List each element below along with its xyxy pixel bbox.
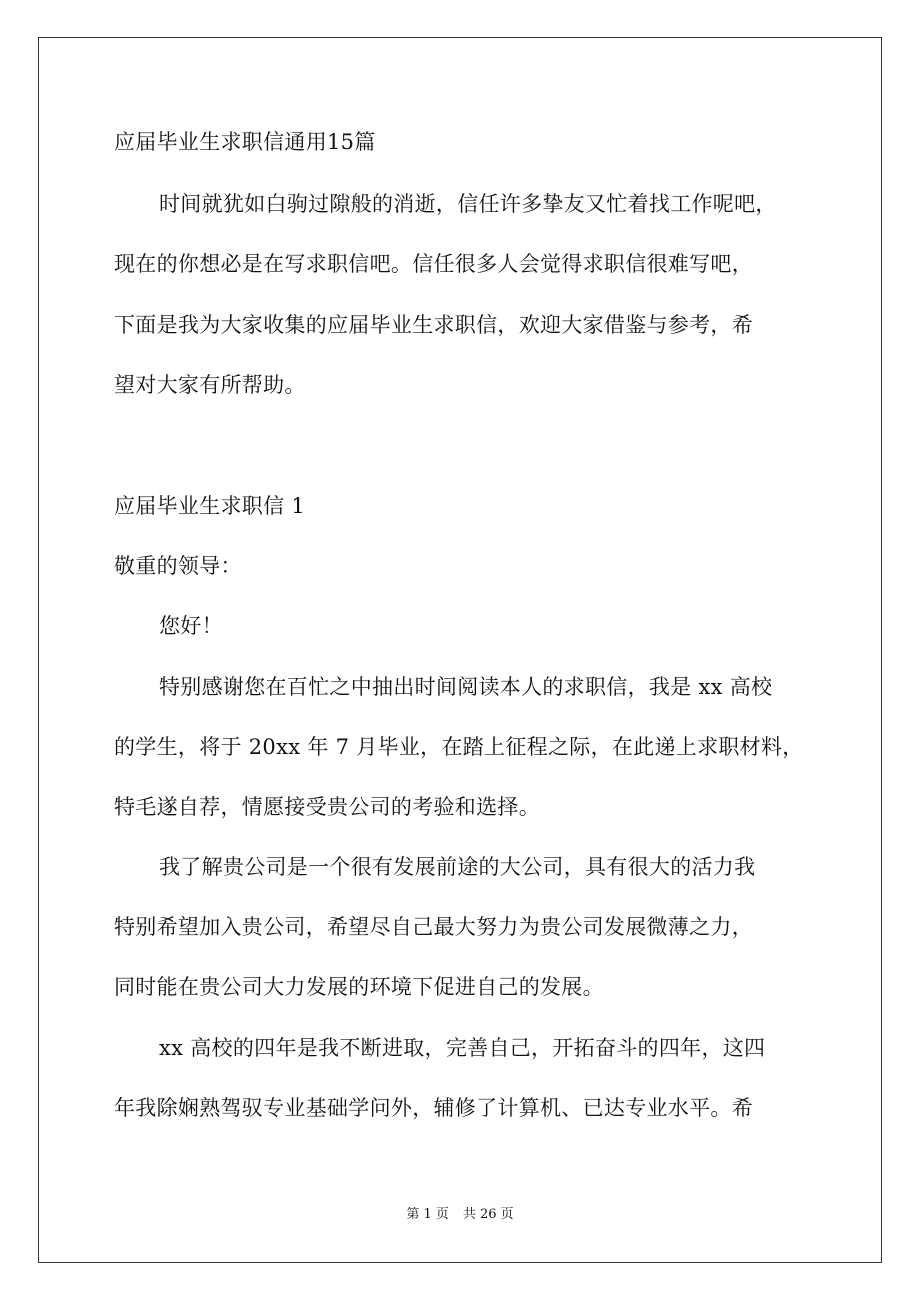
intro-line: 望对大家有所帮助。 xyxy=(114,373,306,397)
paragraph-line: 特别希望加入贵公司，希望尽自己最大努力为贵公司发展微薄之力， xyxy=(114,915,753,939)
intro-line: 时间就犹如白驹过隙般的消逝，信任许多挚友又忙着找工作呢吧， xyxy=(159,192,777,216)
intro-line: 下面是我为大家收集的应届毕业生求职信，欢迎大家借鉴与参考，希 xyxy=(114,313,753,337)
paragraph-line: 我了解贵公司是一个很有发展前途的大公司，具有很大的活力我 xyxy=(159,855,756,879)
section-heading: 应届毕业生求职信 1 xyxy=(114,494,306,518)
greeting: 您好！ xyxy=(159,614,223,638)
paragraph-line: xx 高校的四年是我不断进取，完善自己，开拓奋斗的四年，这四 xyxy=(159,1036,766,1060)
paragraph-line: 特毛遂自荐，情愿接受贵公司的考验和选择。 xyxy=(114,795,540,819)
page-number: 第 1 页 xyxy=(406,1207,449,1222)
page-border xyxy=(38,37,882,1263)
page-footer xyxy=(0,1206,920,1224)
paragraph-line: 年我除娴熟驾驭专业基础学问外，辅修了计算机、已达专业水平。希 xyxy=(114,1096,753,1120)
intro-line: 现在的你想必是在写求职信吧。信任很多人会觉得求职信很难写吧， xyxy=(114,252,753,276)
paragraph-line: 特别感谢您在百忙之中抽出时间阅读本人的求职信，我是 xx 高校 xyxy=(159,675,773,699)
salutation: 敬重的领导： xyxy=(114,554,242,578)
paragraph-line: 的学生，将于 20xx 年 7 月毕业，在踏上征程之际，在此递上求职材料， xyxy=(114,735,804,759)
page-total: 共 26 页 xyxy=(462,1207,514,1222)
document-title: 应届毕业生求职信通用15篇 xyxy=(114,130,376,154)
paragraph-line: 同时能在贵公司大力发展的环境下促进自己的发展。 xyxy=(114,975,604,999)
